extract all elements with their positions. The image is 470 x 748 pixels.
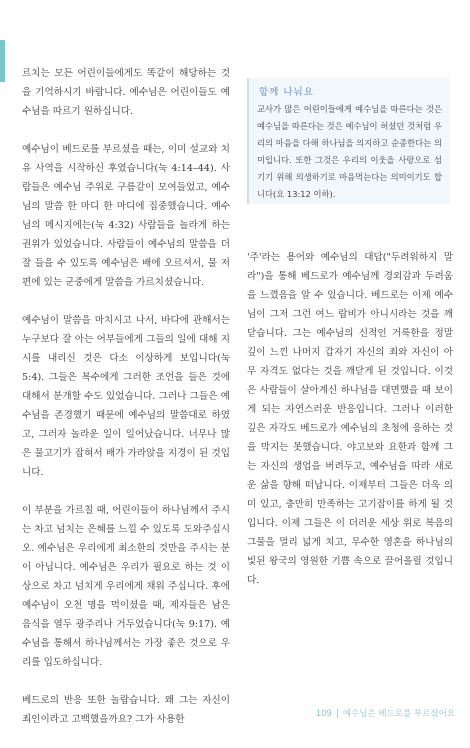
page-tab-marker — [0, 40, 5, 82]
body-paragraph: 베드로의 반응 또한 놀랍습니다. 왜 그는 자신이 죄인이라고 고백했을까요? 그가 사용한 — [22, 695, 230, 725]
callout-body: 교사가 많은 어린이들에게 예수님을 따른다는 것은 예수님을 따른다는 것은 예수님이 허셨던 것처럼 우리의 마음을 다해 하나님을 의지하고 순종한다는 의미입니다. 또한 그것은 우리의 이웃을 사랑으로 섬기기 위해 의생하기로 마음먹는다는 의미이기도 합니다(요 13:12 이하). — [257, 104, 442, 199]
footer-divider: | — [335, 709, 339, 719]
discussion-callout-box — [247, 78, 450, 204]
page-number: 109 — [315, 709, 332, 719]
body-paragraph: 르치는 모든 어린이들에게도 똑같이 해당하는 것을 기억하시기 바랍니다. 예수님은 어린이들도 예수님을 따르기 원하십니다. — [22, 68, 230, 117]
right-text-column — [247, 248, 453, 609]
page-footer — [250, 707, 455, 719]
body-paragraph: 예수님이 베드로를 부르셨을 때는, 이미 설교와 치유 사역을 시작하신 후였습니다(눅 4:14–44). 사람들은 예수님 주위로 구름같이 모여들었고, 예수님의 말씀 한 마디 한 마디에 집중했습니다. 예수님의 메시지에는(눅 4:32) 사람들을 놀라게 하는 권위가 있었습니다. 사람들이 예수님의 말씀을 더 잘 들을 수 있도록 예수님은 배에 오르셔서, 물 저편에 있는 군중에게 말씀을 가르치셨습니다. — [22, 144, 230, 288]
left-text-column — [22, 64, 230, 748]
body-paragraph: '주'라는 용어와 예수님의 대답("두려워하지 말라")을 통해 베드로가 예수님께 경외감과 두려움을 느꼈음을 알 수 있습니다. 베드로는 이제 예수님이 그저 그런 여느 랍비가 아니시라는 것을 깨닫습니다. 그는 예수님의 신적인 거룩한을 정말 깊이 느낀 나머지 갑자기 자신의 죄와 자신이 아무 자격도 없다는 것을 깨닫게 된 것입니다. 이것은 사람들이 살아계신 하나님을 대면했을 때 보이게 되는 자연스러운 반응입니다. 그러나 이러한 깊은 자각도 베드로가 예수님의 초청에 응하는 것을 막지는 못했습니다. 야고보와 요한과 함께 그는 자신의 생업을 버려두고, 예수님을 따라 새로운 삶을 향해 떠납니다. 이제부터 그들은 더욱 의미 있고, 충만히 만족하는 고기잡이를 하게 될 것입니다. 이제 그들은 이 더러운 세상 위로 복음의 그물을 멀리 넓게 치고, 무수한 영혼을 하나님의 빛된 왕국의 영원한 기쁨 속으로 끌어올릴 것입니다. — [247, 252, 453, 586]
body-paragraph: 예수님이 말씀을 마치시고 나서, 바다에 관해서는 누구보다 잘 아는 어부들에게 그들의 일에 대해 지시를 내리신 것은 다소 이상하게 보입니다(눅 5:4). 그들은 복수에게 그러한 조언을 들은 것에 대해서 분개할 수도 있었습니다. 그러나 그들은 예수님을 존경했기 때문에 예수님의 말씀대로 하였고, 그러자 놀라운 일이 일어났습니다. 너무나 많은 물고기가 잡혀서 배가 가라앉을 지경이 된 것입니다. — [22, 315, 230, 478]
callout-title: 함께 나눠요 — [259, 87, 314, 98]
body-paragraph: 이 부분을 가르칠 때, 어린이들이 하나님께서 주시는 차고 넘치는 은혜를 느낄 수 있도록 도와주십시오. 예수님은 우리에게 최소한의 것만을 주시는 분이 아닙니다. 예수님은 우리가 필요로 하는 것 이상으로 차고 넘치게 우리에게 채워 주십니다. 후에 예수님이 오천 명을 먹이셨을 때, 제자들은 남은 음식을 열두 광주리나 거두었습니다(눅 9:17). 예수님을 통해서 하나님께서는 가장 좋은 것으로 우리를 입도하십니다. — [22, 505, 230, 668]
footer-section-title: 예수님은 베드로를 부르셨어요 — [342, 709, 455, 719]
